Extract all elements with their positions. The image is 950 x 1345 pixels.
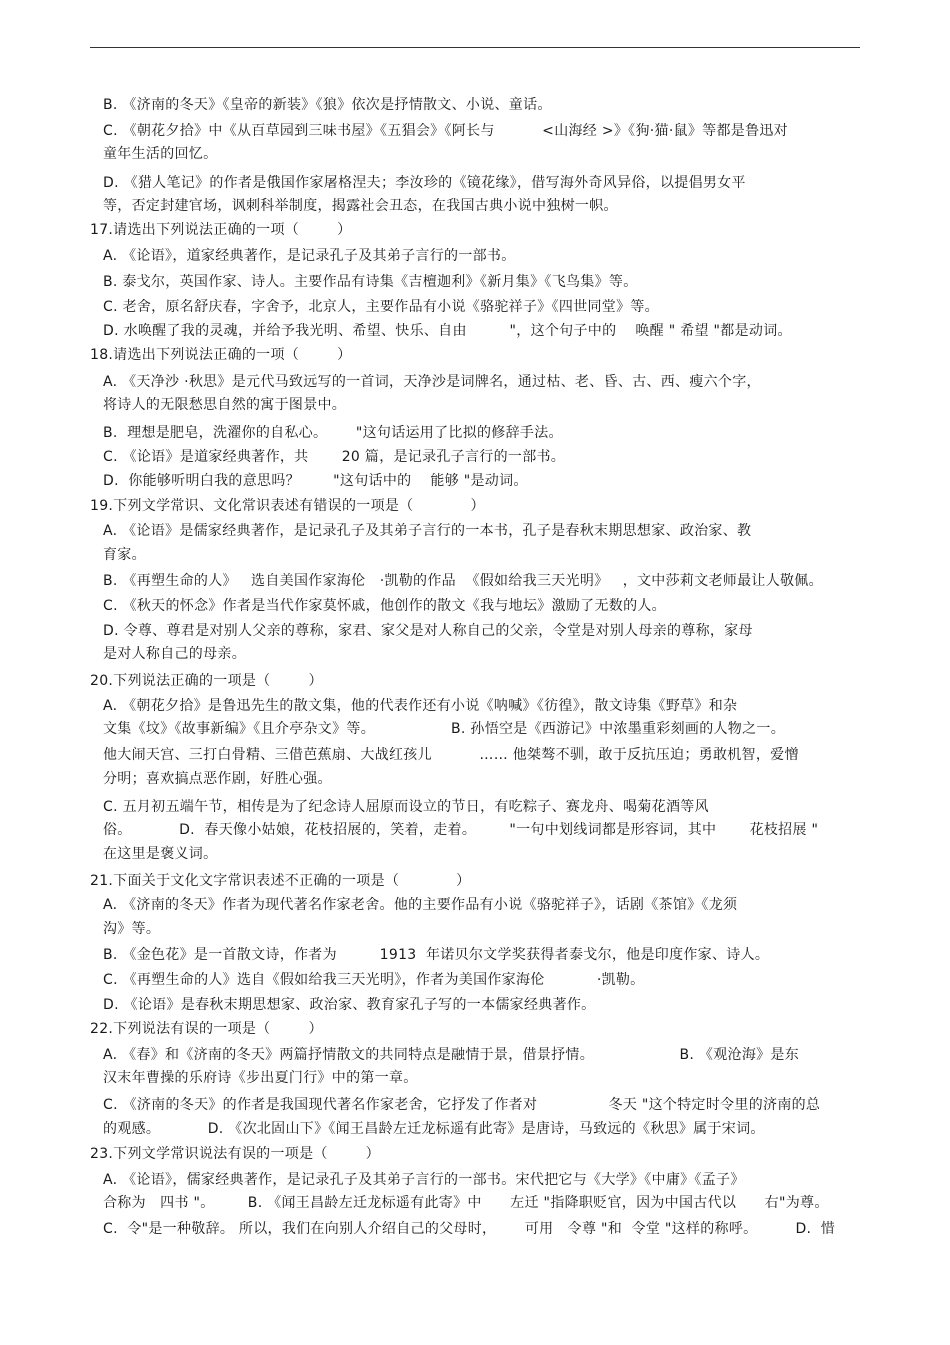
- text-line: 俗。 D. 春天像小姑娘，花枝招展的，笑着，走着。 "一句中划线词都是形容词，其中 花枝招展 ": [103, 822, 819, 838]
- question-stem: 21.下面关于文化文字常识表述不正确的一项是（ ）: [90, 873, 471, 889]
- text-line: 等，否定封建官场，讽刺科举制度，揭露社会丑态，在我国古典小说中独树一帜。: [103, 198, 618, 214]
- text-line: 分明；喜欢搞点恶作剧，好胜心强。: [103, 771, 332, 787]
- question-stem: 23.下列文学常识说法有误的一项是（ ）: [90, 1146, 380, 1162]
- text-line: C. 《秋天的怀念》作者是当代作家莫怀戚，他创作的散文《我与地坛》激励了无数的人。: [103, 598, 666, 614]
- text-line: 在这里是褒义词。: [103, 846, 218, 862]
- text-line: B. 《金色花》是一首散文诗，作者为 1913 年诺贝尔文学奖获得者泰戈尔，他是印度作家、诗人。: [103, 947, 770, 963]
- text-line: A. 《春》和《济南的冬天》两篇抒情散文的共同特点是融情于景，借景抒情。 B. 《观沧海》是东: [103, 1047, 800, 1063]
- text-line: A. 《论语》，儒家经典著作，是记录孔子及其弟子言行的一部书。宋代把它与《大学》《中庸》《孟子》: [103, 1172, 745, 1188]
- text-line: 将诗人的无限愁思自然的寓于图景中。: [103, 397, 347, 413]
- text-line: 育家。: [103, 547, 146, 563]
- text-line: A. 《朝花夕拾》是鲁迅先生的散文集，他的代表作还有小说《呐喊》《彷徨》，散文诗集《野草》和杂: [103, 698, 738, 714]
- text-line: C. 老舍，原名舒庆春，字舍予，北京人，主要作品有小说《骆驼祥子》《四世同堂》等。: [103, 299, 659, 315]
- text-line: D. 水唤醒了我的灵魂，并给予我光明、希望、快乐、自由 "，这个句子中的 唤醒 " 希望 "都是动词。: [103, 323, 792, 339]
- text-line: 童年生活的回忆。: [103, 146, 218, 162]
- question-stem: 19.下列文学常识、文化常识表述有错误的一项是（ ）: [90, 498, 485, 514]
- text-line: D. 令尊、尊君是对别人父亲的尊称，家君、家父是对人称自己的父亲，令堂是对别人母亲的尊称，家母: [103, 623, 753, 639]
- text-line: A. 《论语》是儒家经典著作，是记录孔子及其弟子言行的一本书，孔子是春秋末期思想家、政治家、教: [103, 523, 752, 539]
- question-stem: 22.下列说法有误的一项是（ ）: [90, 1021, 323, 1037]
- text-line: D. 你能够听明白我的意思吗？ "这句话中的 能够 "是动词。: [103, 473, 528, 489]
- text-line: D. 《论语》是春秋末期思想家、政治家、教育家孔子写的一本儒家经典著作。: [103, 997, 596, 1013]
- text-line: A. 《济南的冬天》作者为现代著名作家老舍。他的主要作品有小说《骆驼祥子》，话剧《茶馆》《龙须: [103, 897, 738, 913]
- question-stem: 18.请选出下列说法正确的一项（ ）: [90, 347, 352, 363]
- text-line: 合称为 四书 "。 B. 《闻王昌龄左迁龙标遥有此寄》中 左迁 "指降职贬官，因为中国古代以 右"为尊。: [103, 1195, 829, 1211]
- text-line: B. 《济南的冬天》《皇帝的新装》《狼》依次是抒情散文、小说、童话。: [103, 97, 552, 113]
- text-line: C. 令"是一种敬辞。 所以，我们在向别人介绍自己的父母时， 可用 令尊 "和 令堂 "这样的称呼。 D. 惜: [103, 1221, 836, 1237]
- text-line: D. 《猎人笔记》的作者是俄国作家屠格涅夫；李汝珍的《镜花缘》，借写海外奇风异俗，以提倡男女平: [103, 175, 746, 191]
- question-stem: 17.请选出下列说法正确的一项（ ）: [90, 222, 352, 238]
- text-line: 沟》等。: [103, 921, 161, 937]
- text-line: C. 五月初五端午节，相传是为了纪念诗人屈原而设立的节日，有吃粽子、赛龙舟、喝菊花酒等风: [103, 799, 709, 815]
- text-line: C. 《济南的冬天》的作者是我国现代著名作家老舍，它抒发了作者对 冬天 "这个特定时令里的济南的总: [103, 1097, 821, 1113]
- text-line: 他大闹天宫、三打白骨精、三借芭蕉扇、大战红孩儿 …… 他桀骜不驯，敢于反抗压迫；勇敢机智，爱憎: [103, 747, 799, 763]
- text-line: A. 《天净沙 ·秋思》是元代马致远写的一首词，天净沙是词牌名，通过枯、老、昏、古、西、瘦六个字，: [103, 374, 761, 390]
- text-line: B. 理想是肥皂，洗濯你的自私心。 "这句话运用了比拟的修辞手法。: [103, 425, 563, 441]
- header-rule: [90, 47, 860, 48]
- text-line: 文集《坟》《故事新编》《且介亭杂文》等。 B. 孙悟空是《西游记》中浓墨重彩刻画的人物之一。: [103, 721, 786, 737]
- question-stem: 20.下列说法正确的一项是（ ）: [90, 673, 323, 689]
- text-line: 的观感。 D. 《次北固山下》《闻王昌龄左迁龙标遥有此寄》是唐诗，马致远的《秋思》属于宋词。: [103, 1121, 765, 1137]
- text-line: B. 泰戈尔，英国作家、诗人。主要作品有诗集《吉檀迦利》《新月集》《飞鸟集》等。: [103, 274, 638, 290]
- text-line: C. 《论语》是道家经典著作，共 20 篇，是记录孔子言行的一部书。: [103, 449, 566, 465]
- text-line: C. 《再塑生命的人》选自《假如给我三天光明》，作者为美国作家海伦 ·凯勒。: [103, 972, 645, 988]
- text-line: C. 《朝花夕拾》中《从百草园到三味书屋》《五猖会》《阿长与 <山海经 >》《狗·猫·鼠》等都是鲁迅对: [103, 123, 788, 139]
- text-line: 汉末年曹操的乐府诗《步出夏门行》中的第一章。: [103, 1070, 418, 1086]
- text-line: B. 《再塑生命的人》 选自美国作家海伦 ·凯勒的作品 《假如给我三天光明》 ，文中莎莉文老师最让人敬佩。: [103, 573, 823, 589]
- text-line: A. 《论语》，道家经典著作，是记录孔子及其弟子言行的一部书。: [103, 248, 516, 264]
- text-line: 是对人称自己的母亲。: [103, 646, 246, 662]
